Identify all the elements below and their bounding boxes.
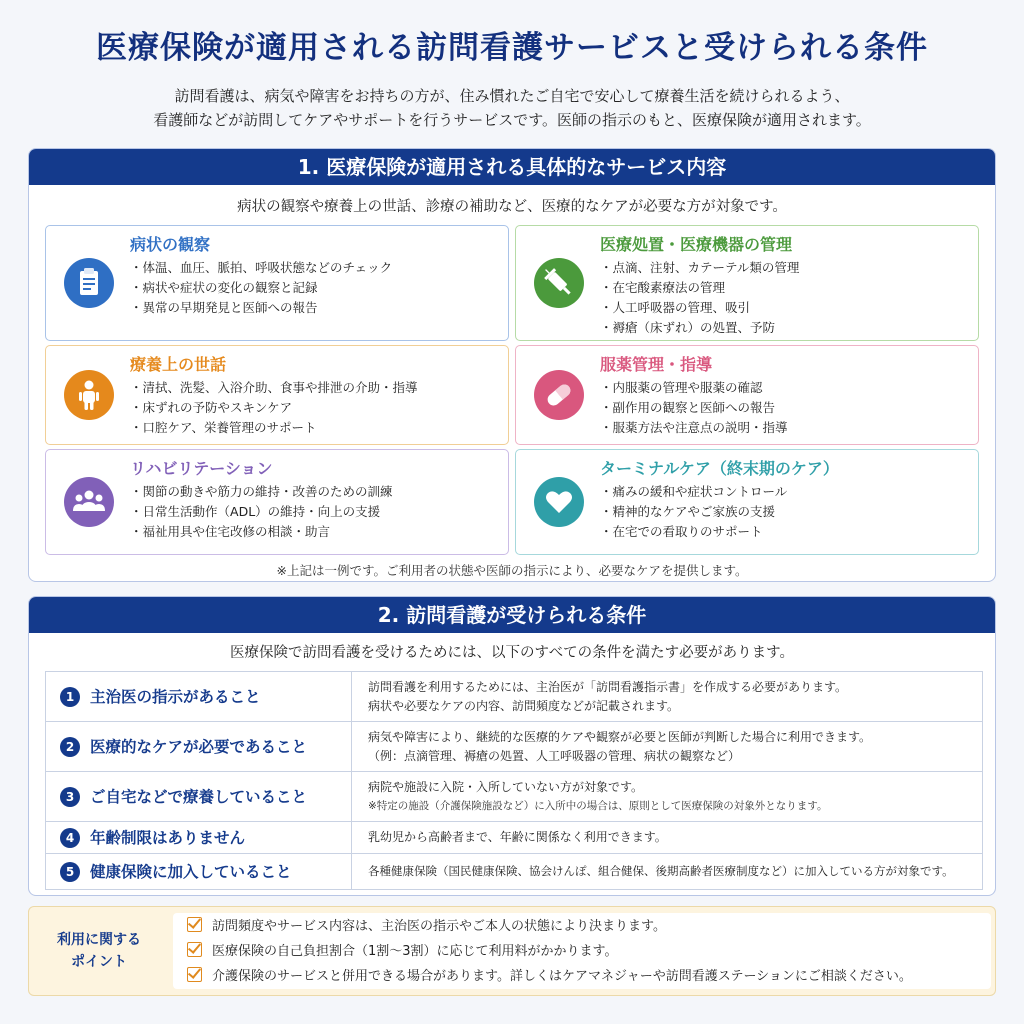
- condition-desc-line: 各種健康保険（国民健康保険、協会けんぽ、組合健保、後期高齢者医療制度など）に加入している方が対象です。: [368, 864, 954, 878]
- condition-name: [46, 822, 352, 854]
- condition-desc: [352, 722, 983, 772]
- syringe-icon: [534, 258, 584, 308]
- list-item: [187, 917, 666, 937]
- condition-desc-line: 病気や障害により、継続的な医療的ケアや観察が必要と医師が判断した場合に利用できます。: [368, 729, 872, 744]
- services-section-lead: 病状の観察や療養上の世話、診療の補助など、医療的なケアが必要な方が対象です。: [237, 199, 787, 215]
- list-item: ・ 人工呼吸器の管理、吸引: [600, 298, 799, 318]
- point-text: 介護保険のサービスと併用できる場合があります。詳しくはケアマネジャーや訪問看護ステーションにご相談ください。: [212, 969, 912, 984]
- list-item: ・ 在宅での看取りのサポート: [600, 522, 787, 542]
- card-list: [600, 258, 799, 338]
- number-badge: 5: [60, 862, 80, 882]
- list-item: ・ 服薬方法や注意点の説明・指導: [600, 418, 788, 438]
- condition-desc-note: ※特定の施設（介護保険施設など）に入所中の場合は、原則として医療保険の対象外となります。: [368, 799, 828, 812]
- list-item: ・ 異常の早期発見と医師への報告: [130, 298, 392, 318]
- heart-icon: [534, 477, 584, 527]
- service-card-medication: [515, 345, 979, 445]
- checkbox-checked-icon: [187, 967, 202, 982]
- condition-name-text: ご自宅などで療養していること: [90, 788, 308, 807]
- page-title: 医療保険が適用される訪問看護サービスと受けられる条件: [96, 30, 928, 66]
- usage-points-label: [29, 907, 169, 995]
- usage-points-list: [173, 913, 991, 989]
- card-title: 病状の観察: [130, 235, 211, 254]
- condition-desc-line: （例：点滴管理、褥瘡の処置、人工呼吸器の管理、病状の観察など）: [368, 748, 741, 763]
- condition-name: [46, 772, 352, 822]
- condition-desc-line: 訪問看護を利用するためには、主治医が「訪問看護指示書」を作成する必要があります。: [368, 679, 848, 694]
- condition-desc: [352, 772, 983, 822]
- list-item: ・ 点滴、注射、カテーテル類の管理: [600, 258, 799, 278]
- list-item: [187, 942, 618, 962]
- intro-line-1: 訪問看護は、病気や障害をお持ちの方が、住み慣れたご自宅で安心して療養生活を続けられるよう、: [174, 87, 850, 105]
- service-card-daily-care: [45, 345, 509, 445]
- list-item: ・ 褥瘡（床ずれ）の処置、予防: [600, 318, 799, 338]
- condition-desc-line: 病状や必要なケアの内容、訪問頻度などが記載されます。: [368, 698, 680, 713]
- service-card-medical-procedures: [515, 225, 979, 341]
- card-list: [600, 482, 787, 542]
- checkbox-checked-icon: [187, 942, 202, 957]
- list-item: ・ 関節の動きや筋力の維持・改善のための訓練: [130, 482, 393, 502]
- table-row: [46, 822, 983, 854]
- usage-points-label-line: ポイント: [71, 954, 127, 970]
- number-badge: 3: [60, 787, 80, 807]
- table-row: [46, 854, 983, 890]
- condition-name-text: 健康保険に加入していること: [90, 863, 292, 882]
- conditions-section-header: 2. 訪問看護が受けられる条件: [29, 597, 995, 633]
- clipboard-icon: [64, 258, 114, 308]
- list-item: ・ 在宅酸素療法の管理: [600, 278, 799, 298]
- condition-name: [46, 672, 352, 722]
- list-item: ・ 福祉用具や住宅改修の相談・助言: [130, 522, 393, 542]
- card-title: 医療処置・医療機器の管理: [600, 235, 793, 254]
- condition-name-text: 年齢制限はありません: [90, 829, 246, 848]
- person-icon: [64, 370, 114, 420]
- pill-icon: [534, 370, 584, 420]
- number-badge: 1: [60, 687, 80, 707]
- point-text: 医療保険の自己負担割合（1割〜3割）に応じて利用料がかかります。: [212, 944, 618, 959]
- conditions-section: [28, 596, 996, 896]
- card-title: 服薬管理・指導: [600, 355, 713, 374]
- condition-desc: [352, 822, 983, 854]
- card-list: [130, 378, 418, 438]
- number-badge: 2: [60, 737, 80, 757]
- condition-desc: [352, 854, 983, 890]
- services-section: [28, 148, 996, 582]
- intro-line-2: 看護師などが訪問してケアやサポートを行うサービスです。医師の指示のもと、医療保険が適用されます。: [153, 111, 871, 129]
- usage-points-box: [28, 906, 996, 996]
- condition-name-text: 主治医の指示があること: [90, 688, 261, 707]
- list-item: ・ 内服薬の管理や服薬の確認: [600, 378, 788, 398]
- condition-desc-line: 病院や施設に入院・入所していない方が対象です。: [368, 779, 644, 794]
- list-item: ・ 体温、血圧、脈拍、呼吸状態などのチェック: [130, 258, 392, 278]
- card-list: [130, 482, 393, 542]
- conditions-table: [45, 671, 983, 890]
- table-row: [46, 722, 983, 772]
- service-card-observation: [45, 225, 509, 341]
- condition-desc: [352, 672, 983, 722]
- card-list: [130, 258, 392, 318]
- service-card-terminal-care: [515, 449, 979, 555]
- card-title: 療養上の世話: [130, 355, 227, 374]
- service-card-rehabilitation: [45, 449, 509, 555]
- table-row: [46, 672, 983, 722]
- list-item: ・ 副作用の観察と医師への報告: [600, 398, 788, 418]
- list-item: ・ 清拭、洗髪、入浴介助、食事や排泄の介助・指導: [130, 378, 418, 398]
- condition-desc-line: 乳幼児から高齢者まで、年齢に関係なく利用できます。: [368, 830, 667, 844]
- card-title: ターミナルケア（終末期のケア）: [600, 459, 839, 478]
- checkbox-checked-icon: [187, 917, 202, 932]
- card-list: [600, 378, 788, 438]
- list-item: ・ 口腔ケア、栄養管理のサポート: [130, 418, 418, 438]
- list-item: [187, 967, 912, 987]
- card-title: リハビリテーション: [130, 459, 273, 478]
- list-item: ・ 日常生活動作（ADL）の維持・向上の支援: [130, 502, 393, 522]
- services-section-header: 1. 医療保険が適用される具体的なサービス内容: [29, 149, 995, 185]
- point-text: 訪問頻度やサービス内容は、主治医の指示やご本人の状態により決まります。: [212, 919, 666, 934]
- number-badge: 4: [60, 828, 80, 848]
- condition-name: [46, 854, 352, 890]
- condition-name: [46, 722, 352, 772]
- usage-points-label-line: 利用に関する: [57, 932, 141, 948]
- list-item: ・ 病状や症状の変化の観察と記録: [130, 278, 392, 298]
- group-icon: [64, 477, 114, 527]
- intro-text: [60, 84, 964, 132]
- list-item: ・ 精神的なケアやご家族の支援: [600, 502, 787, 522]
- table-row: [46, 772, 983, 822]
- services-note: ※上記は一例です。ご利用者の状態や医師の指示により、必要なケアを提供します。: [276, 563, 748, 578]
- list-item: ・ 痛みの緩和や症状コントロール: [600, 482, 787, 502]
- list-item: ・ 床ずれの予防やスキンケア: [130, 398, 418, 418]
- conditions-section-lead: 医療保険で訪問看護を受けるためには、以下のすべての条件を満たす必要があります。: [229, 645, 795, 661]
- condition-name-text: 医療的なケアが必要であること: [90, 738, 308, 757]
